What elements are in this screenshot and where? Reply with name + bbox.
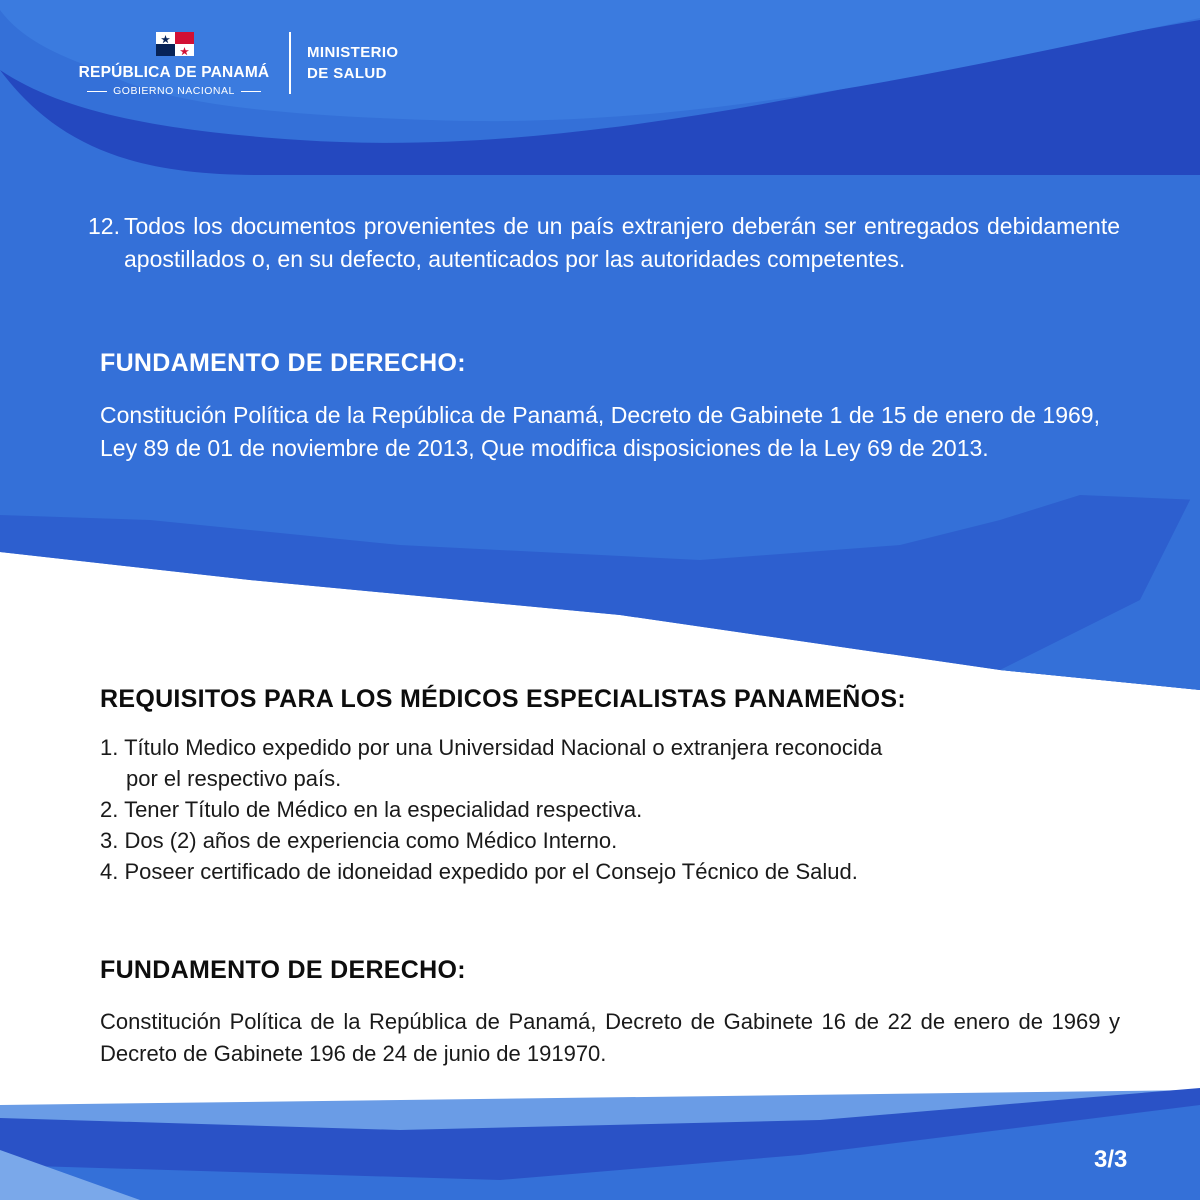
list-item: 4. Poseer certificado de idoneidad expedido por el Consejo Técnico de Salud. [100,859,858,884]
ministry-label [307,42,399,84]
item-number: 12. [88,213,120,239]
list-item: 2. Tener Título de Médico en la especialidad respectiva. [100,797,643,822]
government-label [78,85,270,97]
fundamento-text-2: Constitución Política de la República de Panamá, Decreto de Gabinete 16 de 22 de enero de 1969 y Decreto de Gabinete 196 de 24 de junio de 191970. [100,1009,1120,1066]
item-text: Todos los documentos provenientes de un país extranjero deberán ser entregados debidamente apostillados o, en su defecto, autenticados por las autoridades competentes. [124,213,1120,272]
fundamento-heading-1: FUNDAMENTO DE DERECHO: [100,349,466,377]
republic-label: REPÚBLICA DE PANAMÁ [78,64,270,81]
specialists-requirements-heading: REQUISITOS PARA LOS MÉDICOS ESPECIALISTAS PANAMEÑOS: [100,685,906,713]
specialists-requirements-list [100,732,1100,887]
government-text: GOBIERNO NACIONAL [113,85,235,97]
list-item-continuation: por el respectivo país. [126,766,342,791]
ministry-line-2: DE SALUD [307,65,387,82]
fundamento-text-1: Constitución Política de la República de Panamá, Decreto de Gabinete 1 de 15 de enero de 1969, Ley 89 de 01 de noviembre de 2013, Que modifica disposiciones de la Ley 69 de 2013. [100,402,1100,461]
header-divider [289,32,291,94]
ministry-line-1: MINISTERIO [307,44,399,61]
fundamento-heading-2: FUNDAMENTO DE DERECHO: [100,956,466,984]
page-indicator: 3/3 [1094,1146,1128,1173]
list-item: 3. Dos (2) años de experiencia como Médico Interno. [100,828,618,853]
list-item: 1. Título Medico expedido por una Universidad Nacional o extranjera reconocida [100,735,883,760]
panama-flag-icon [156,32,194,56]
